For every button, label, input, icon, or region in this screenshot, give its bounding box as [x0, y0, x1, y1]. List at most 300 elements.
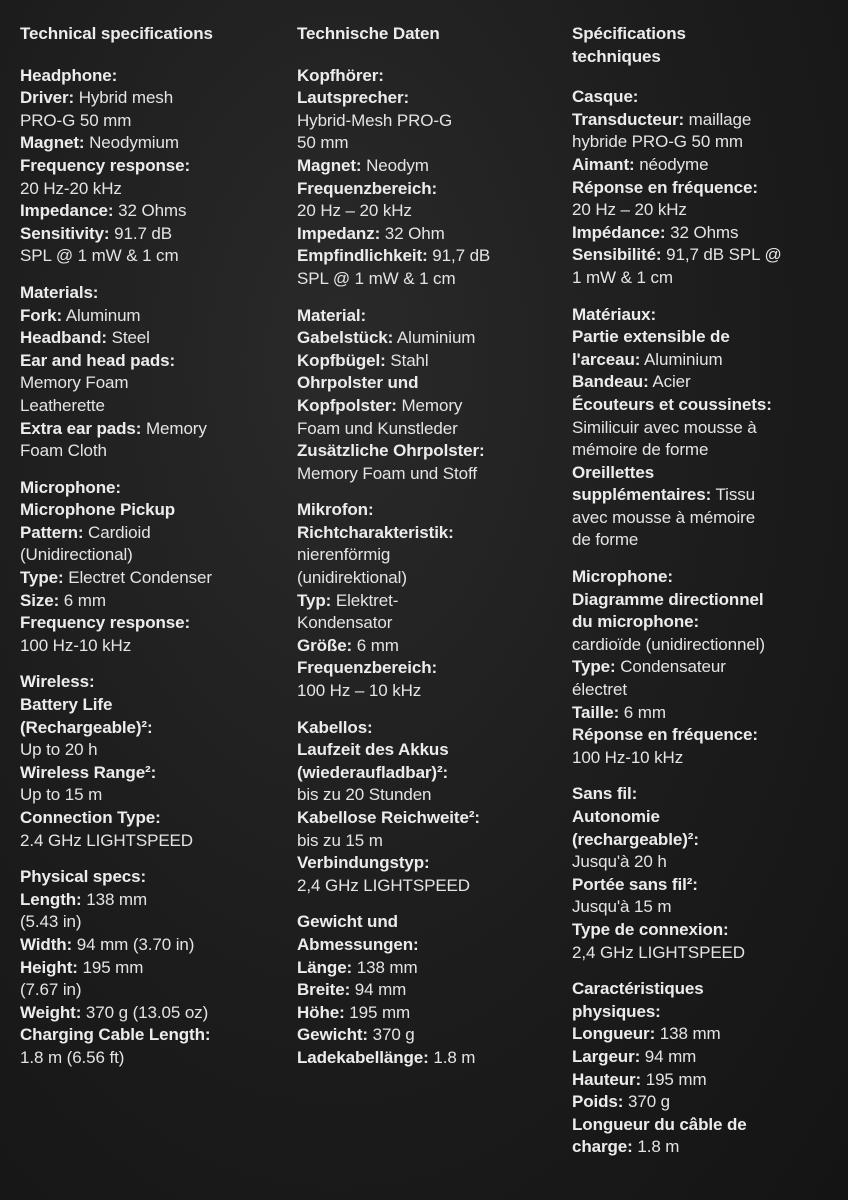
- spec-line: [297, 657, 559, 680]
- spec-line: [20, 440, 275, 463]
- spec-label: Frequenzbereich:: [297, 658, 438, 678]
- spec-line: [297, 132, 559, 155]
- spec-label: Kabellose Reichweite²:: [297, 808, 480, 827]
- spec-line: [572, 896, 834, 919]
- spec-section: [20, 477, 275, 658]
- spec-line: [572, 529, 834, 552]
- spec-line: [20, 567, 275, 590]
- spec-value: 370 g (13.05 oz): [81, 1002, 209, 1022]
- spec-line: [20, 889, 275, 912]
- spec-line: [297, 875, 559, 898]
- spec-line: [20, 522, 275, 545]
- spec-line: [572, 326, 834, 349]
- spec-line: [20, 784, 275, 807]
- spec-value: avec mousse à mémoire: [572, 507, 756, 527]
- spec-label: Impedanz:: [297, 223, 381, 243]
- section-title: Casque:: [572, 87, 639, 107]
- spec-label: Partie extensible de: [572, 327, 730, 347]
- spec-line: [297, 979, 559, 1002]
- spec-label: Sensibilité:: [572, 245, 662, 265]
- spec-label: Lautsprecher:: [297, 88, 410, 108]
- spec-line: [20, 694, 275, 717]
- spec-line: [20, 132, 275, 155]
- spec-line: [297, 245, 559, 268]
- spec-line: [20, 979, 275, 1002]
- spec-value: maillage: [684, 109, 752, 129]
- section-title: Material:: [297, 305, 367, 325]
- spec-label: Battery Life: [20, 695, 113, 715]
- spec-line: [572, 349, 834, 372]
- spec-value: 195 mm: [344, 1002, 411, 1022]
- spec-label: Portée sans fil²:: [572, 874, 698, 894]
- spec-label: Verbindungstyp:: [297, 853, 430, 873]
- spec-label: Driver:: [20, 88, 75, 108]
- spec-value: 138 mm: [81, 889, 148, 909]
- spec-line: [572, 417, 834, 440]
- spec-label: physiques:: [572, 1001, 661, 1021]
- spec-line: [20, 911, 275, 934]
- spec-line: [572, 1023, 834, 1046]
- spec-label: Richtcharakteristik:: [297, 522, 454, 542]
- spec-label: Fork:: [20, 305, 63, 325]
- spec-label: Transducteur:: [572, 109, 685, 129]
- spec-line: [572, 1091, 834, 1114]
- spec-label: Ohrpolster und: [297, 373, 419, 393]
- spec-section: [572, 566, 834, 769]
- spec-line: [297, 739, 559, 762]
- spec-line: [572, 724, 834, 747]
- spec-value: Up to 15 m: [20, 785, 103, 805]
- spec-label: Typ:: [297, 590, 332, 610]
- spec-line: [297, 830, 559, 853]
- spec-line: [297, 418, 559, 441]
- spec-line: [20, 305, 275, 328]
- spec-value: nierenförmig: [297, 545, 391, 565]
- spec-value: 50 mm: [297, 133, 349, 153]
- spec-line: [297, 590, 559, 613]
- spec-value: 370 g: [368, 1025, 415, 1045]
- spec-line: [297, 957, 559, 980]
- spec-line: [20, 739, 275, 762]
- spec-line: [20, 245, 275, 268]
- spec-value: Elektret-: [331, 590, 399, 610]
- spec-section: [20, 866, 275, 1069]
- spec-line: [20, 87, 275, 110]
- spec-value: Condensateur: [615, 657, 726, 677]
- spec-line: [297, 268, 559, 291]
- spec-line: [20, 762, 275, 785]
- spec-sections: [20, 65, 275, 1070]
- spec-label: Impedance:: [20, 201, 114, 221]
- spec-line: [20, 155, 275, 178]
- spec-line: [572, 439, 834, 462]
- spec-value: 20 Hz – 20 kHz: [297, 201, 412, 221]
- spec-label: Abmessungen:: [297, 934, 419, 954]
- spec-value: SPL @ 1 mW & 1 cm: [297, 268, 456, 288]
- spec-label: Aimant:: [572, 154, 635, 174]
- spec-value: hybride PRO-G 50 mm: [572, 132, 743, 152]
- spec-value: 20 Hz-20 kHz: [20, 178, 122, 198]
- spec-section: [20, 671, 275, 852]
- spec-label: Width:: [20, 934, 73, 954]
- spec-line: [572, 462, 834, 485]
- spec-section: [20, 282, 275, 463]
- column-heading: Spécifications techniques: [572, 24, 686, 66]
- spec-label: Longueur du câble de: [572, 1114, 747, 1134]
- spec-value: (unidirektional): [297, 568, 407, 588]
- spec-line: [20, 612, 275, 635]
- spec-line: [20, 544, 275, 567]
- spec-value: Aluminium: [393, 328, 476, 348]
- spec-value: Steel: [106, 328, 150, 348]
- spec-label: Gewicht:: [297, 1025, 368, 1045]
- spec-label: supplémentaires:: [572, 485, 712, 505]
- spec-line: [297, 635, 559, 658]
- spec-value: PRO-G 50 mm: [20, 110, 132, 130]
- spec-value: Aluminium: [640, 349, 723, 369]
- spec-line: [297, 934, 559, 957]
- spec-line: [297, 567, 559, 590]
- spec-section: [297, 65, 559, 291]
- spec-line: [20, 350, 275, 373]
- spec-value: 100 Hz-10 kHz: [572, 747, 684, 767]
- spec-label: Kopfbügel:: [297, 350, 386, 370]
- spec-label: (Rechargeable)²:: [20, 717, 153, 737]
- section-title: Physical specs:: [20, 867, 147, 887]
- spec-line: [572, 656, 834, 679]
- spec-value: 1.8 m: [428, 1047, 476, 1067]
- spec-label: Autonomie: [572, 807, 660, 826]
- spec-line: [572, 1136, 834, 1159]
- spec-value: Jusqu'à 15 m: [572, 897, 672, 917]
- spec-label: Taille:: [572, 702, 620, 722]
- spec-line: [297, 1047, 559, 1070]
- column-heading: Technical specifications: [20, 24, 213, 43]
- spec-value: 6 mm: [619, 702, 666, 722]
- spec-line: [297, 350, 559, 373]
- spec-value: 1.8 m (6.56 ft): [20, 1047, 125, 1067]
- spec-section: [297, 717, 559, 898]
- spec-label: Magnet:: [20, 133, 85, 153]
- spec-label: Écouteurs et coussinets:: [572, 394, 772, 414]
- spec-line: [20, 1002, 275, 1025]
- spec-label: Höhe:: [297, 1002, 345, 1022]
- spec-value: Memory: [396, 395, 463, 415]
- spec-value: 20 Hz – 20 kHz: [572, 200, 687, 220]
- spec-line: [297, 87, 559, 110]
- spec-label: (rechargeable)²:: [572, 829, 699, 849]
- spec-label: Ear and head pads:: [20, 350, 176, 370]
- spec-label: Zusätzliche Ohrpolster:: [297, 441, 485, 461]
- spec-line: [20, 1024, 275, 1047]
- spec-value: Kondensator: [297, 613, 393, 633]
- spec-line: [572, 484, 834, 507]
- spec-value: bis zu 15 m: [297, 830, 383, 850]
- spec-label: Hauteur:: [572, 1069, 642, 1089]
- spec-value: 100 Hz-10 kHz: [20, 635, 132, 655]
- spec-line: [297, 784, 559, 807]
- spec-line: [572, 244, 834, 267]
- spec-value: SPL @ 1 mW & 1 cm: [20, 246, 179, 266]
- spec-value: Cardioid: [83, 522, 151, 542]
- spec-label: Poids:: [572, 1092, 624, 1112]
- spec-value: 1.8 m: [632, 1137, 680, 1157]
- spec-line: [572, 611, 834, 634]
- spec-line: [297, 522, 559, 545]
- spec-value: néodyme: [634, 154, 709, 174]
- spec-line: [297, 612, 559, 635]
- spec-value: 91.7 dB: [109, 223, 173, 243]
- spec-value: 100 Hz – 10 kHz: [297, 681, 422, 701]
- spec-line: [572, 851, 834, 874]
- spec-label: Sensitivity:: [20, 223, 110, 243]
- spec-line: [572, 829, 834, 852]
- spec-line: [572, 1069, 834, 1092]
- spec-line: [572, 1114, 834, 1137]
- spec-label: Réponse en fréquence:: [572, 177, 758, 197]
- spec-line: [20, 418, 275, 441]
- spec-value: Similicuir avec mousse à: [572, 417, 757, 437]
- spec-label: Impédance:: [572, 222, 666, 242]
- spec-value: Leatherette: [20, 395, 105, 415]
- spec-value: Aluminum: [62, 305, 141, 325]
- spec-line: [572, 507, 834, 530]
- section-title: Sans fil:: [572, 784, 638, 804]
- spec-label: Diagramme directionnel: [572, 589, 764, 609]
- spec-line: [20, 1047, 275, 1070]
- spec-line: [297, 178, 559, 201]
- spec-value: 6 mm: [59, 590, 106, 610]
- spec-value: 195 mm: [641, 1069, 707, 1089]
- spec-line: [572, 1046, 834, 1069]
- spec-value: Hybrid-Mesh PRO-G: [297, 110, 453, 130]
- spec-label: Empfindlichkeit:: [297, 246, 428, 266]
- spec-label: Size:: [20, 590, 60, 610]
- spec-label: Frequenzbereich:: [297, 178, 438, 198]
- spec-label: Frequency response:: [20, 613, 191, 633]
- spec-section: [572, 978, 834, 1159]
- spec-value: 2,4 GHz LIGHTSPEED: [572, 942, 745, 962]
- spec-label: Height:: [20, 957, 78, 977]
- spec-value: (7.67 in): [20, 980, 82, 1000]
- spec-line: [20, 830, 275, 853]
- spec-label: Breite:: [297, 980, 351, 1000]
- spec-section: [572, 86, 834, 289]
- spec-line: [572, 919, 834, 942]
- spec-label: Réponse en fréquence:: [572, 725, 758, 745]
- spec-section: [572, 783, 834, 964]
- spec-line: [572, 154, 834, 177]
- spec-label: Oreillettes: [572, 462, 655, 482]
- section-title: Materials:: [20, 282, 99, 302]
- spec-value: Foam und Kunstleder: [297, 418, 458, 438]
- spec-line: [20, 957, 275, 980]
- spec-line: [20, 395, 275, 418]
- spec-line: [20, 200, 275, 223]
- spec-line: [20, 223, 275, 246]
- spec-value: (5.43 in): [20, 912, 82, 932]
- spec-label: Größe:: [297, 635, 353, 655]
- spec-value: 32 Ohm: [380, 223, 445, 243]
- spec-line: [297, 544, 559, 567]
- spec-value: Memory: [141, 418, 207, 438]
- spec-value: Up to 20 h: [20, 740, 98, 760]
- spec-value: 370 g: [623, 1092, 671, 1112]
- section-title: Headphone:: [20, 65, 118, 85]
- spec-line: [297, 1002, 559, 1025]
- section-title: Mikrofon:: [297, 500, 374, 520]
- spec-value: Hybrid mesh: [74, 88, 174, 108]
- spec-value: 195 mm: [77, 957, 144, 977]
- spec-value: 91,7 dB SPL @: [661, 245, 782, 265]
- spec-label: Pattern:: [20, 522, 84, 542]
- spec-section: [297, 305, 559, 486]
- spec-label: Length:: [20, 889, 82, 909]
- spec-value: 1 mW & 1 cm: [572, 267, 673, 287]
- spec-line: [20, 590, 275, 613]
- spec-section: [20, 65, 275, 268]
- section-title: Microphone:: [572, 567, 673, 587]
- spec-value: Foam Cloth: [20, 441, 107, 461]
- spec-value: cardioïde (unidirectionnel): [572, 634, 765, 654]
- spec-label: Kopfpolster:: [297, 395, 397, 415]
- spec-line: [297, 223, 559, 246]
- spec-value: 138 mm: [352, 957, 418, 977]
- spec-label: Charging Cable Length:: [20, 1025, 211, 1045]
- spec-line: [297, 395, 559, 418]
- spec-label: Weight:: [20, 1002, 82, 1022]
- section-title: Microphone:: [20, 477, 121, 497]
- spec-value: 94 mm: [350, 980, 407, 1000]
- spec-line: [297, 200, 559, 223]
- spec-line: [572, 747, 834, 770]
- spec-line: [572, 942, 834, 965]
- column-heading: Technische Daten: [297, 24, 440, 43]
- spec-line: [20, 327, 275, 350]
- spec-value: 2,4 GHz LIGHTSPEED: [297, 875, 470, 895]
- column-english: [20, 23, 275, 1084]
- spec-label: Type de connexion:: [572, 919, 729, 939]
- spec-line: [297, 680, 559, 703]
- spec-line: [572, 1001, 834, 1024]
- spec-section: [572, 304, 834, 553]
- spec-value: mémoire de forme: [572, 440, 709, 460]
- spec-label: Headband:: [20, 328, 107, 348]
- section-title: Gewicht und: [297, 912, 398, 932]
- spec-value: (Unidirectional): [20, 545, 133, 565]
- spec-value: Neodymium: [84, 133, 179, 153]
- section-title: Matériaux:: [572, 304, 657, 324]
- spec-line: [572, 131, 834, 154]
- spec-value: Tissu: [711, 485, 755, 505]
- spec-label: Extra ear pads:: [20, 418, 142, 438]
- spec-value: 32 Ohms: [113, 201, 187, 221]
- spec-label: Frequency response:: [20, 155, 191, 175]
- spec-value: Memory Foam: [20, 373, 129, 393]
- spec-label: (wiederaufladbar)²:: [297, 762, 449, 782]
- section-title: Caractéristiques: [572, 979, 704, 999]
- spec-line: [572, 394, 834, 417]
- spec-value: Stahl: [385, 350, 429, 370]
- spec-line: [297, 440, 559, 463]
- spec-label: Longueur:: [572, 1024, 656, 1044]
- spec-line: [20, 635, 275, 658]
- spec-line: [572, 874, 834, 897]
- spec-line: [297, 110, 559, 133]
- spec-sections: [297, 65, 559, 1070]
- spec-line: [20, 934, 275, 957]
- spec-value: Neodym: [361, 155, 429, 175]
- spec-line: [20, 717, 275, 740]
- column-german: [297, 23, 559, 1084]
- spec-label: Type:: [20, 568, 64, 588]
- spec-line: [297, 463, 559, 486]
- spec-label: charge:: [572, 1137, 633, 1157]
- spec-label: Largeur:: [572, 1046, 641, 1066]
- spec-line: [572, 267, 834, 290]
- spec-label: Type:: [572, 657, 616, 677]
- spec-line: [572, 371, 834, 394]
- spec-line: [20, 178, 275, 201]
- spec-value: de forme: [572, 530, 639, 550]
- spec-label: Connection Type:: [20, 808, 161, 827]
- spec-line: [297, 155, 559, 178]
- spec-line: [572, 806, 834, 829]
- spec-label: Wireless Range²:: [20, 762, 157, 782]
- spec-line: [572, 177, 834, 200]
- spec-line: [20, 807, 275, 830]
- column-french: [572, 23, 834, 1173]
- spec-line: [297, 852, 559, 875]
- section-title: Wireless:: [20, 672, 95, 692]
- spec-value: 91,7 dB: [427, 246, 491, 266]
- spec-value: 94 mm (3.70 in): [72, 934, 195, 954]
- spec-label: Laufzeit des Akkus: [297, 740, 449, 760]
- spec-line: [297, 762, 559, 785]
- spec-value: Jusqu'à 20 h: [572, 852, 667, 872]
- spec-sections: [572, 86, 834, 1159]
- section-title: Kopfhörer:: [297, 65, 384, 85]
- spec-value: 138 mm: [655, 1024, 721, 1044]
- spec-line: [20, 499, 275, 522]
- spec-line: [20, 372, 275, 395]
- spec-line: [297, 807, 559, 830]
- spec-label: l'arceau:: [572, 349, 641, 369]
- spec-line: [572, 222, 834, 245]
- spec-value: électret: [572, 680, 627, 700]
- spec-label: Magnet:: [297, 155, 362, 175]
- spec-line: [572, 199, 834, 222]
- spec-section: [297, 499, 559, 702]
- spec-section: [297, 911, 559, 1069]
- spec-value: Memory Foam und Stoff: [297, 463, 477, 483]
- section-title: Kabellos:: [297, 717, 373, 737]
- spec-value: Electret Condenser: [63, 568, 212, 588]
- spec-value: 32 Ohms: [665, 222, 739, 242]
- spec-line: [20, 110, 275, 133]
- spec-line: [297, 1024, 559, 1047]
- spec-label: Länge:: [297, 957, 353, 977]
- spec-line: [572, 589, 834, 612]
- spec-value: 2.4 GHz LIGHTSPEED: [20, 830, 193, 850]
- spec-value: 6 mm: [352, 635, 399, 655]
- spec-label: du microphone:: [572, 612, 700, 632]
- spec-value: Acier: [648, 372, 691, 392]
- spec-line: [572, 679, 834, 702]
- spec-value: 94 mm: [640, 1046, 697, 1066]
- spec-line: [572, 702, 834, 725]
- spec-label: Ladekabellänge:: [297, 1047, 429, 1067]
